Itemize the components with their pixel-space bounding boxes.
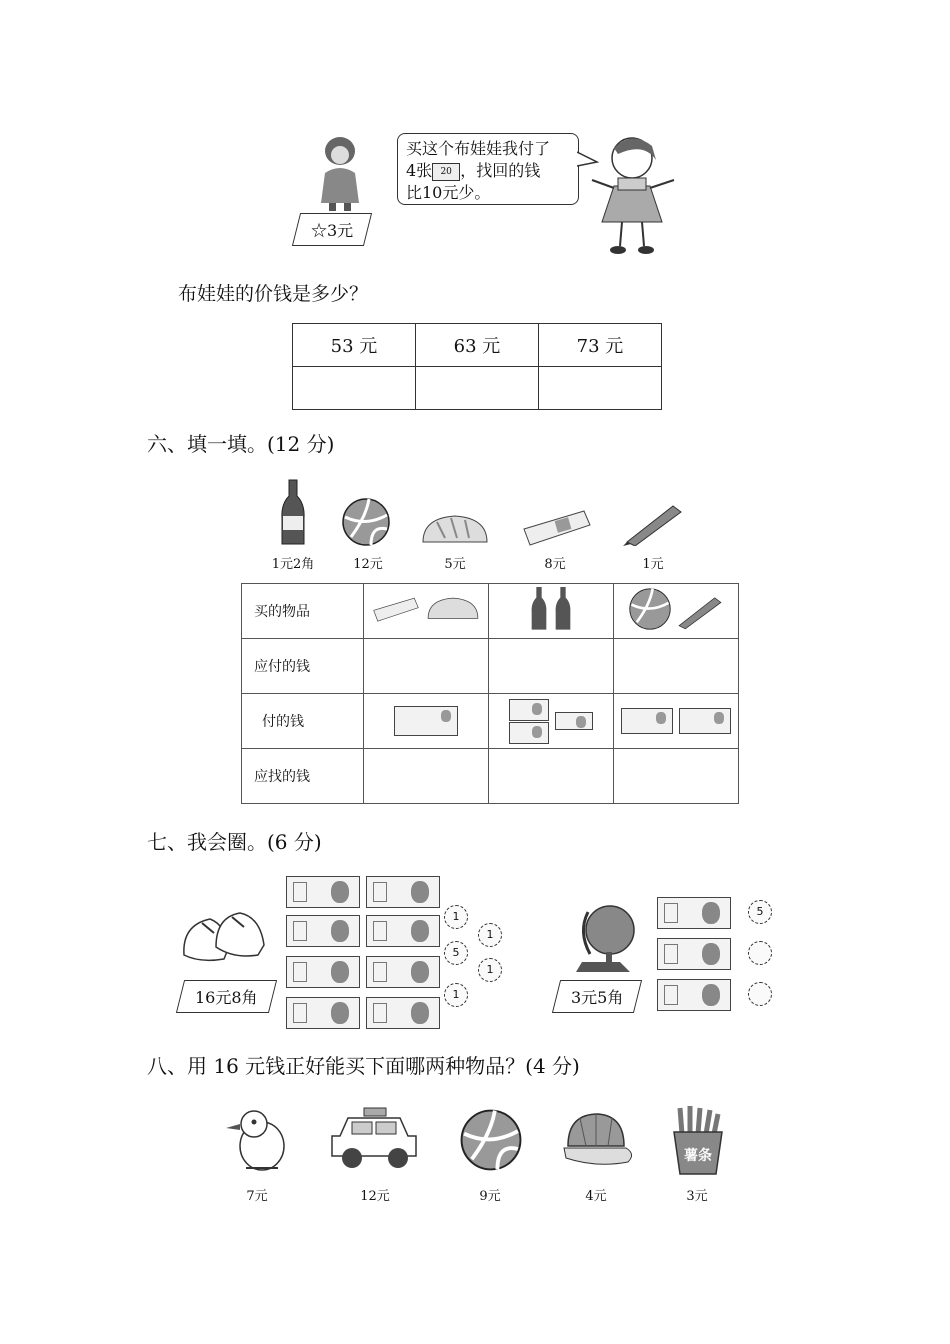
bread-price: 5元 [444,557,466,572]
volleyball-icon [628,587,672,631]
section7-heading: 七、我会圈。(6 分) [147,830,322,854]
five-yuan-note-1[interactable] [286,876,360,908]
five-yuan-note-2[interactable] [286,915,360,947]
speech-line-2 [406,160,570,182]
doll-question: 布娃娃的价钱是多少？ [178,283,369,305]
bread-icon [419,512,491,548]
banknote-icon [509,699,549,721]
shoes-icon [180,905,266,965]
toy-car-icon [328,1106,420,1172]
should-pay-cell-2[interactable] [489,639,614,694]
coin-2[interactable]: 1 [478,923,502,947]
five-yuan-note-3[interactable] [286,956,360,988]
cola-bottle-icon [529,585,549,633]
change-cell-2[interactable] [489,749,614,804]
row-head-change: 应找的钱 [242,749,364,804]
pen-icon [623,500,685,546]
cola-bottle-icon [278,478,308,548]
coin-8[interactable] [748,982,772,1006]
paid-cell-3 [614,694,739,749]
fries-icon [668,1104,728,1176]
cap-icon [562,1110,636,1170]
cola-price: 1元2角 [271,557,315,572]
speech-line-2-pre: 4张 [406,161,433,180]
five-yuan-note-5[interactable] [657,897,731,929]
pen-icon [676,591,724,631]
speech-line-1: 买这个布娃娃我付了 [406,139,551,158]
globe-price-tag: 3元5角 [552,980,643,1013]
penguin-icon [224,1108,292,1172]
twenty-yuan-note-icon: 20 [432,163,460,181]
banknote-icon [555,712,593,730]
check-cell-53[interactable] [293,367,416,410]
banknote-icon [394,706,458,736]
banknote-icon [509,722,549,744]
doll-price-tag: ☆3元 [292,213,372,246]
one-yuan-note-2[interactable] [366,915,440,947]
shopping-table [241,583,739,804]
section6-heading: 六、填一填。(12 分) [147,432,335,456]
fries-box-text: 薯条 [684,1148,712,1164]
items-cell-2 [489,584,614,639]
row-head-paid: 付的钱 [242,694,364,749]
globe-icon [572,902,640,976]
car-price: 12元 [360,1189,390,1204]
banknote-icon [679,708,731,734]
bread-icon [425,594,481,624]
volleyball-price: 12元 [353,557,383,572]
coin-5[interactable]: 1 [444,983,468,1007]
items-cell-3 [614,584,739,639]
option-63: 63 元 [416,324,539,367]
answer-options-table [292,323,662,410]
should-pay-cell-3[interactable] [614,639,739,694]
coin-7[interactable] [748,941,772,965]
pencil-case-icon [520,505,594,549]
one-yuan-note-5[interactable] [657,979,731,1011]
row-head-should-pay: 应付的钱 [242,639,364,694]
speech-line-3: 比10元少。 [406,183,491,202]
penguin-price: 7元 [246,1189,268,1204]
pen-price: 1元 [642,557,664,572]
pencil-case-icon [371,594,421,624]
option-73: 73 元 [539,324,662,367]
row-head-items: 买的物品 [242,584,364,639]
items-cell-1 [364,584,489,639]
option-53: 53 元 [293,324,416,367]
should-pay-cell-1[interactable] [364,639,489,694]
coin-4[interactable]: 1 [478,958,502,982]
paid-cell-1 [364,694,489,749]
speech-bubble [397,133,579,205]
doll-icon [315,133,365,213]
paid-cell-2 [489,694,614,749]
volleyball-icon [341,497,391,547]
pencil-case-price: 8元 [544,557,566,572]
one-yuan-note-1[interactable] [366,876,440,908]
girl-icon [584,130,684,256]
banknote-icon [621,708,673,734]
coin-3[interactable]: 5 [444,941,468,965]
one-yuan-note-3[interactable] [366,956,440,988]
fries-price: 3元 [686,1189,708,1204]
check-cell-73[interactable] [539,367,662,410]
coin-6[interactable]: 5 [748,900,772,924]
volleyball-icon [459,1108,523,1172]
check-cell-63[interactable] [416,367,539,410]
coin-1[interactable]: 1 [444,905,468,929]
one-yuan-note-4[interactable] [366,997,440,1029]
shoes-price-tag: 16元8角 [176,980,277,1013]
change-cell-1[interactable] [364,749,489,804]
cap-price: 4元 [585,1189,607,1204]
five-yuan-note-4[interactable] [286,997,360,1029]
speech-line-2-post: ，找回的钱 [460,161,541,180]
section8-heading: 八、用 16 元钱正好能买下面哪两种物品？(4 分) [147,1054,580,1078]
cola-bottle-icon [553,585,573,633]
ball-price: 9元 [479,1189,501,1204]
five-yuan-note-6[interactable] [657,938,731,970]
change-cell-3[interactable] [614,749,739,804]
